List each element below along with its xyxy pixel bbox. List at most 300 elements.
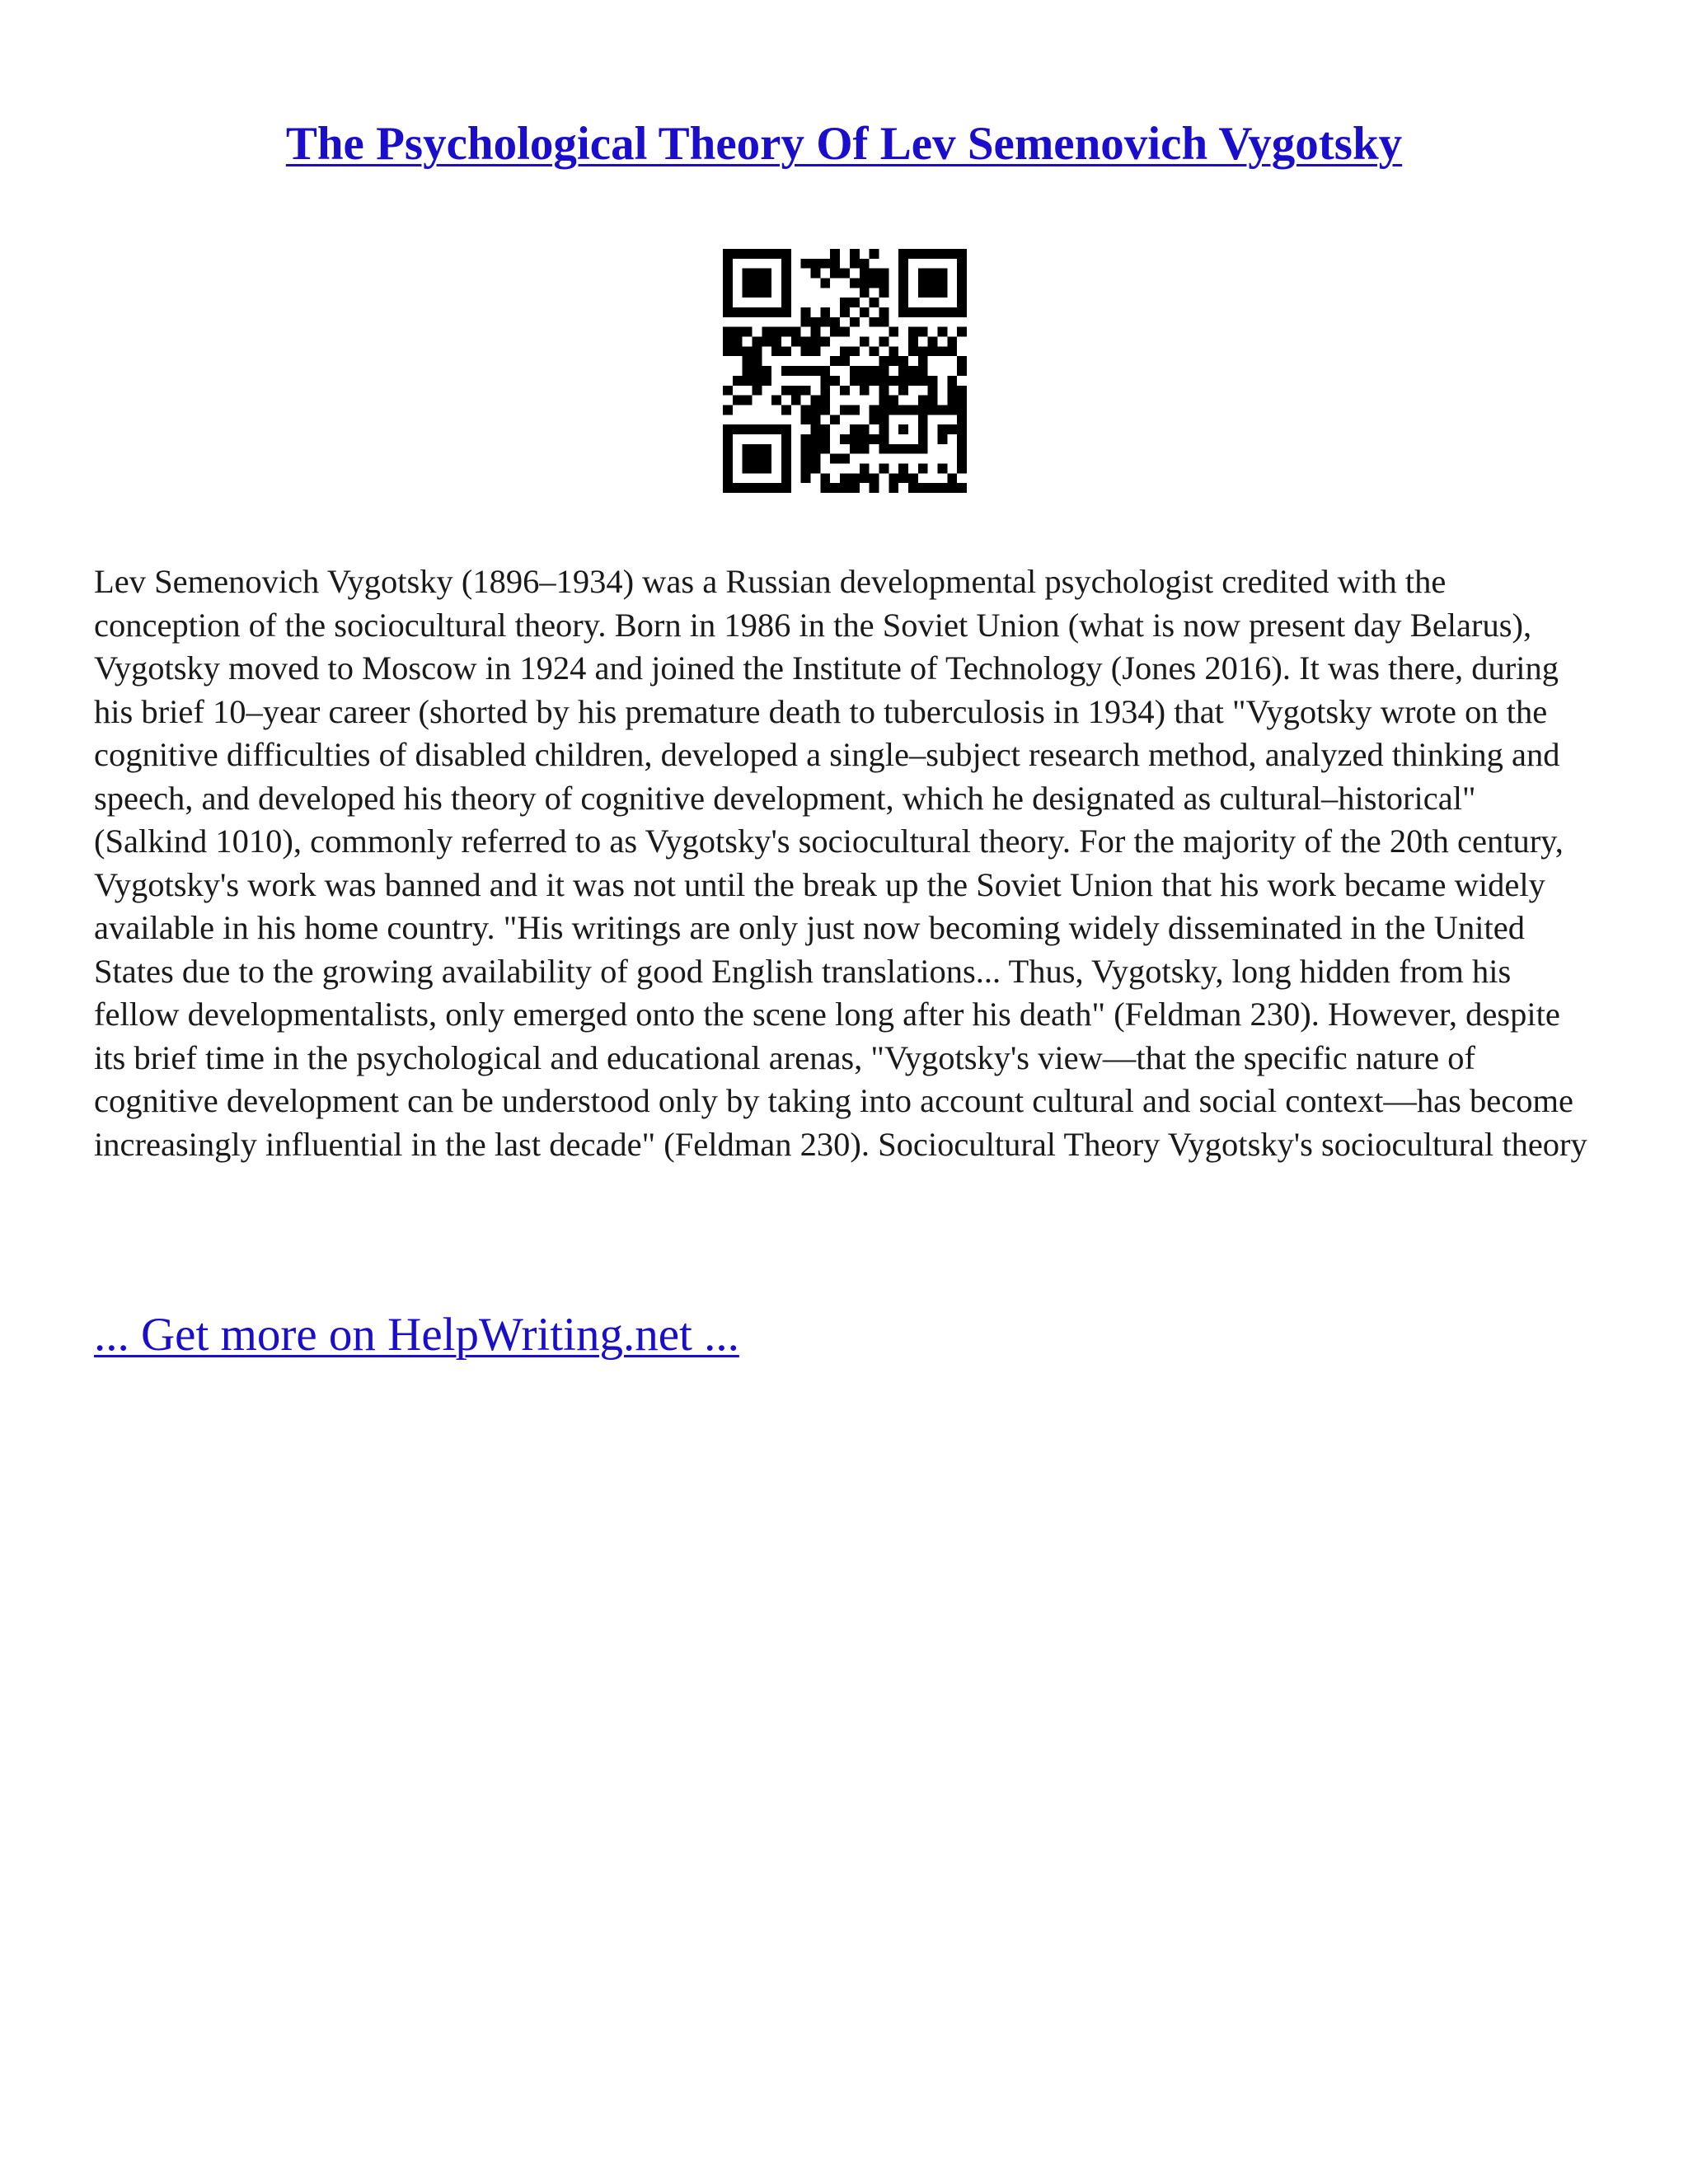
qr-module: [723, 473, 733, 483]
qr-module: [860, 473, 870, 483]
qr-module: [898, 269, 908, 279]
qr-module: [733, 376, 743, 386]
qr-module: [850, 366, 860, 376]
qr-module: [898, 288, 908, 298]
qr-module: [830, 376, 840, 386]
qr-module: [811, 366, 821, 376]
qr-module: [753, 279, 762, 288]
qr-module: [850, 424, 860, 434]
qr-module: [898, 463, 908, 473]
qr-module: [937, 249, 947, 259]
get-more-line: [94, 1306, 739, 1364]
qr-module: [820, 317, 830, 327]
qr-module: [937, 434, 947, 444]
qr-module: [928, 269, 938, 279]
qr-module: [830, 483, 840, 493]
qr-module: [762, 376, 771, 386]
qr-module: [723, 454, 733, 464]
qr-module: [762, 483, 771, 493]
qr-module: [801, 346, 811, 356]
qr-module: [870, 269, 879, 279]
qr-module: [947, 337, 957, 347]
qr-module: [908, 346, 918, 356]
qr-module: [947, 249, 957, 259]
qr-module: [850, 346, 860, 356]
qr-module: [870, 249, 879, 259]
qr-module: [781, 434, 791, 444]
qr-module: [957, 463, 967, 473]
qr-module: [908, 366, 918, 376]
qr-module: [733, 307, 743, 317]
qr-code-image: [723, 249, 967, 493]
qr-module: [723, 434, 733, 444]
qr-module: [918, 405, 928, 415]
qr-module: [801, 473, 811, 483]
qr-module: [830, 317, 840, 327]
qr-module: [762, 337, 771, 347]
qr-module: [860, 386, 870, 396]
qr-module: [947, 386, 957, 396]
qr-module: [879, 307, 889, 317]
qr-module: [850, 317, 860, 327]
qr-module: [879, 444, 889, 454]
qr-module: [762, 424, 771, 434]
document-title: [0, 115, 1688, 173]
qr-module: [811, 454, 821, 464]
qr-module: [820, 396, 830, 405]
qr-module: [743, 444, 753, 454]
qr-module: [820, 434, 830, 444]
qr-module: [830, 454, 840, 464]
qr-module: [753, 444, 762, 454]
qr-module: [762, 463, 771, 473]
qr-module: [753, 337, 762, 347]
qr-module: [771, 346, 781, 356]
qr-module: [908, 337, 918, 347]
qr-module: [860, 376, 870, 386]
qr-module: [733, 337, 743, 347]
qr-module: [781, 473, 791, 483]
qr-module: [753, 366, 762, 376]
qr-module: [918, 307, 928, 317]
qr-module: [830, 327, 840, 337]
qr-module: [937, 483, 947, 493]
qr-module: [771, 337, 781, 347]
qr-module: [840, 356, 850, 366]
qr-module: [743, 454, 753, 464]
qr-module: [889, 405, 898, 415]
body-paragraph: Lev Semenovich Vygotsky (1896–1934) was a Russian developmental psychologist credited with the conception of the sociocultural theory. Born in 1986 in the Soviet Union (what is now present day Belarus), Vygotsky moved to Moscow in 1924 and joined the Institute of Technology (Jones 2016). It was there, during his brief 10–year career (shorted by his premature death to tuberculosis in 1934) that "Vygotsky wrote on the cognitive difficulties of disabled children, developed a single–subject research method, analyzed thinking and speech, and developed his theory of cognitive development, which he designated as cultural–historical" (Salkind 1010), commonly referred to as Vygotsky's sociocultural theory. For the majority of the 20th century, Vygotsky's work was banned and it was not until the break up the Soviet Union that his work became widely available in his home country. "His writings are only just now becoming widely disseminated in the United States due to the growing availability of good English translations... Thus, Vygotsky, long hidden from his fellow developmentalists, only emerged onto the scene long after his death" (Feldman 230). However, despite its brief time in the psychological and educational arenas, "Vygotsky's view—that the specific nature of cognitive development can be understood only by taking into account cultural and social context—has become increasingly influential in the last decade" (Feldman 230). Sociocultural Theory Vygotsky's sociocultural theory: [94, 563, 1587, 1163]
qr-module: [801, 415, 811, 424]
qr-module: [781, 444, 791, 454]
qr-module: [840, 405, 850, 415]
qr-module: [723, 269, 733, 279]
qr-module: [743, 463, 753, 473]
qr-module: [928, 337, 938, 347]
qr-module: [820, 405, 830, 415]
qr-module: [957, 366, 967, 376]
qr-module: [811, 396, 821, 405]
qr-module: [918, 327, 928, 337]
qr-module: [753, 376, 762, 386]
qr-module: [840, 386, 850, 396]
qr-module: [850, 376, 860, 386]
qr-module: [918, 376, 928, 386]
qr-module: [908, 405, 918, 415]
qr-module: [947, 424, 957, 434]
qr-module: [889, 346, 898, 356]
qr-module: [957, 454, 967, 464]
qr-module: [781, 463, 791, 473]
qr-module: [918, 279, 928, 288]
qr-module: [889, 473, 898, 483]
qr-module: [860, 444, 870, 454]
qr-module: [801, 366, 811, 376]
qr-module: [957, 298, 967, 307]
qr-module: [937, 288, 947, 298]
qr-module: [850, 249, 860, 259]
qr-module: [762, 454, 771, 464]
qr-module: [870, 366, 879, 376]
qr-module: [840, 269, 850, 279]
qr-module: [743, 366, 753, 376]
qr-module: [781, 366, 791, 376]
qr-module: [918, 249, 928, 259]
qr-module: [937, 269, 947, 279]
qr-module: [753, 346, 762, 356]
qr-module: [723, 327, 733, 337]
qr-module: [928, 279, 938, 288]
qr-module: [908, 376, 918, 386]
qr-module: [879, 269, 889, 279]
qr-module: [733, 396, 743, 405]
get-more-link[interactable]: ... Get more on HelpWriting.net ...: [94, 1309, 739, 1361]
qr-module: [781, 424, 791, 434]
qr-module: [830, 356, 840, 366]
qr-module: [860, 366, 870, 376]
qr-module: [898, 356, 908, 366]
qr-module: [820, 424, 830, 434]
qr-module: [840, 327, 850, 337]
qr-module: [928, 288, 938, 298]
qr-module: [723, 463, 733, 473]
qr-module: [957, 327, 967, 337]
qr-module: [840, 434, 850, 444]
qr-module: [771, 424, 781, 434]
qr-module: [898, 366, 908, 376]
qr-module: [743, 327, 753, 337]
qr-module: [879, 317, 889, 327]
qr-module: [771, 396, 781, 405]
qr-module: [840, 307, 850, 317]
qr-module: [957, 356, 967, 366]
qr-module: [840, 473, 850, 483]
qr-module: [879, 386, 889, 396]
qr-module: [743, 424, 753, 434]
qr-module: [957, 483, 967, 493]
qr-module: [918, 415, 928, 424]
qr-module: [860, 424, 870, 434]
qr-module: [840, 483, 850, 493]
qr-module: [811, 269, 821, 279]
qr-module: [801, 317, 811, 327]
qr-module: [753, 249, 762, 259]
qr-module: [957, 396, 967, 405]
qr-module: [723, 405, 733, 415]
qr-module: [733, 483, 743, 493]
qr-module: [860, 463, 870, 473]
qr-module: [908, 444, 918, 454]
qr-module: [801, 307, 811, 317]
qr-module: [801, 386, 811, 396]
qr-module: [762, 327, 771, 337]
qr-module: [762, 444, 771, 454]
qr-module: [937, 346, 947, 356]
qr-module: [743, 288, 753, 298]
qr-module: [889, 444, 898, 454]
qr-module: [762, 307, 771, 317]
qr-module: [753, 356, 762, 366]
qr-module: [811, 434, 821, 444]
qr-module: [918, 396, 928, 405]
qr-module: [898, 298, 908, 307]
qr-module: [811, 259, 821, 269]
qr-module: [870, 405, 879, 415]
qr-module: [957, 307, 967, 317]
qr-module: [850, 483, 860, 493]
qr-module: [879, 463, 889, 473]
qr-module: [762, 269, 771, 279]
qr-module: [889, 396, 898, 405]
qr-module: [820, 366, 830, 376]
qr-module: [860, 434, 870, 444]
qr-module: [860, 259, 870, 269]
qr-module: [898, 307, 908, 317]
qr-module: [791, 366, 801, 376]
qr-module: [947, 473, 957, 483]
qr-module: [898, 376, 908, 386]
qr-module: [879, 376, 889, 386]
qr-module: [801, 434, 811, 444]
qr-module: [753, 288, 762, 298]
qr-module: [771, 249, 781, 259]
qr-module: [820, 376, 830, 386]
qr-module: [918, 346, 928, 356]
qr-module: [889, 356, 898, 366]
qr-module: [860, 337, 870, 347]
qr-module: [957, 424, 967, 434]
qr-module: [801, 463, 811, 473]
qr-module: [781, 298, 791, 307]
qr-module: [870, 415, 879, 424]
qr-module: [937, 279, 947, 288]
qr-module: [947, 483, 957, 493]
qr-module: [743, 269, 753, 279]
qr-module: [762, 249, 771, 259]
qr-module: [781, 454, 791, 464]
qr-module: [811, 317, 821, 327]
qr-module: [860, 279, 870, 288]
qr-module: [801, 454, 811, 464]
qr-module: [879, 288, 889, 298]
qr-module: [743, 346, 753, 356]
qr-module: [870, 473, 879, 483]
qr-module: [947, 346, 957, 356]
qr-module: [791, 386, 801, 396]
qr-code-icon: [723, 249, 967, 493]
qr-module: [918, 269, 928, 279]
qr-module: [743, 376, 753, 386]
qr-module: [879, 396, 889, 405]
qr-module: [937, 463, 947, 473]
qr-module: [850, 444, 860, 454]
qr-module: [811, 424, 821, 434]
qr-module: [723, 424, 733, 434]
qr-module: [753, 483, 762, 493]
qr-module: [870, 376, 879, 386]
qr-module: [918, 444, 928, 454]
qr-module: [957, 386, 967, 396]
qr-module: [850, 279, 860, 288]
qr-module: [781, 269, 791, 279]
qr-module: [898, 473, 908, 483]
qr-module: [762, 288, 771, 298]
qr-module: [879, 424, 889, 434]
qr-module: [879, 415, 889, 424]
qr-module: [928, 396, 938, 405]
qr-module: [743, 483, 753, 493]
qr-module: [811, 444, 821, 454]
qr-module: [889, 376, 898, 386]
qr-module: [850, 434, 860, 444]
qr-module: [937, 307, 947, 317]
qr-module: [753, 386, 762, 396]
qr-module: [781, 288, 791, 298]
qr-module: [918, 366, 928, 376]
qr-module: [771, 483, 781, 493]
qr-module: [947, 396, 957, 405]
qr-module: [860, 307, 870, 317]
qr-module: [928, 483, 938, 493]
qr-module: [957, 434, 967, 444]
qr-module: [850, 298, 860, 307]
qr-module: [791, 396, 801, 405]
qr-module: [957, 249, 967, 259]
qr-module: [918, 356, 928, 366]
qr-module: [879, 337, 889, 347]
qr-module: [947, 376, 957, 386]
qr-module: [801, 337, 811, 347]
qr-module: [733, 424, 743, 434]
qr-module: [781, 386, 791, 396]
qr-module: [840, 298, 850, 307]
qr-module: [937, 405, 947, 415]
qr-module: [820, 483, 830, 493]
qr-module: [840, 346, 850, 356]
qr-module: [918, 288, 928, 298]
qr-module: [957, 444, 967, 454]
qr-module: [820, 259, 830, 269]
qr-module: [723, 444, 733, 454]
qr-module: [791, 337, 801, 347]
qr-module: [733, 249, 743, 259]
qr-module: [771, 307, 781, 317]
qr-module: [879, 366, 889, 376]
qr-module: [957, 279, 967, 288]
qr-module: [928, 376, 938, 386]
qr-module: [870, 483, 879, 493]
qr-module: [898, 279, 908, 288]
qr-module: [957, 259, 967, 269]
qr-module: [723, 279, 733, 288]
qr-module: [928, 249, 938, 259]
qr-module: [889, 483, 898, 493]
qr-module: [723, 307, 733, 317]
qr-module: [723, 337, 733, 347]
qr-module: [937, 327, 947, 337]
qr-module: [820, 444, 830, 454]
qr-module: [811, 327, 821, 337]
qr-module: [781, 483, 791, 493]
qr-module: [918, 424, 928, 434]
qr-module: [898, 444, 908, 454]
qr-module: [830, 415, 840, 424]
qr-module: [830, 269, 840, 279]
qr-module: [898, 386, 908, 396]
qr-module: [781, 307, 791, 317]
qr-module: [811, 337, 821, 347]
qr-module: [820, 473, 830, 483]
qr-module: [723, 483, 733, 493]
qr-module: [781, 259, 791, 269]
qr-module: [733, 346, 743, 356]
qr-module: [830, 249, 840, 259]
qr-module: [753, 463, 762, 473]
qr-module: [850, 259, 860, 269]
qr-module: [870, 434, 879, 444]
qr-module: [781, 327, 791, 337]
qr-module: [898, 249, 908, 259]
qr-module: [771, 327, 781, 337]
qr-module: [781, 346, 791, 356]
title-link[interactable]: The Psychological Theory Of Lev Semenovich Vygotsky: [285, 118, 1403, 170]
qr-module: [870, 346, 879, 356]
qr-module: [957, 288, 967, 298]
qr-module: [957, 415, 967, 424]
qr-module: [870, 279, 879, 288]
qr-module: [889, 327, 898, 337]
qr-module: [743, 307, 753, 317]
qr-module: [908, 483, 918, 493]
qr-module: [811, 463, 821, 473]
qr-module: [908, 307, 918, 317]
qr-module: [753, 424, 762, 434]
qr-module: [820, 337, 830, 347]
qr-module: [957, 269, 967, 279]
qr-module: [733, 327, 743, 337]
qr-module: [830, 259, 840, 269]
qr-module: [918, 463, 928, 473]
qr-module: [879, 405, 889, 415]
qr-module: [762, 366, 771, 376]
qr-module: [743, 279, 753, 288]
qr-module: [898, 424, 908, 434]
qr-module: [860, 269, 870, 279]
qr-module: [723, 386, 733, 396]
qr-module: [781, 249, 791, 259]
qr-module: [743, 249, 753, 259]
qr-module: [753, 269, 762, 279]
